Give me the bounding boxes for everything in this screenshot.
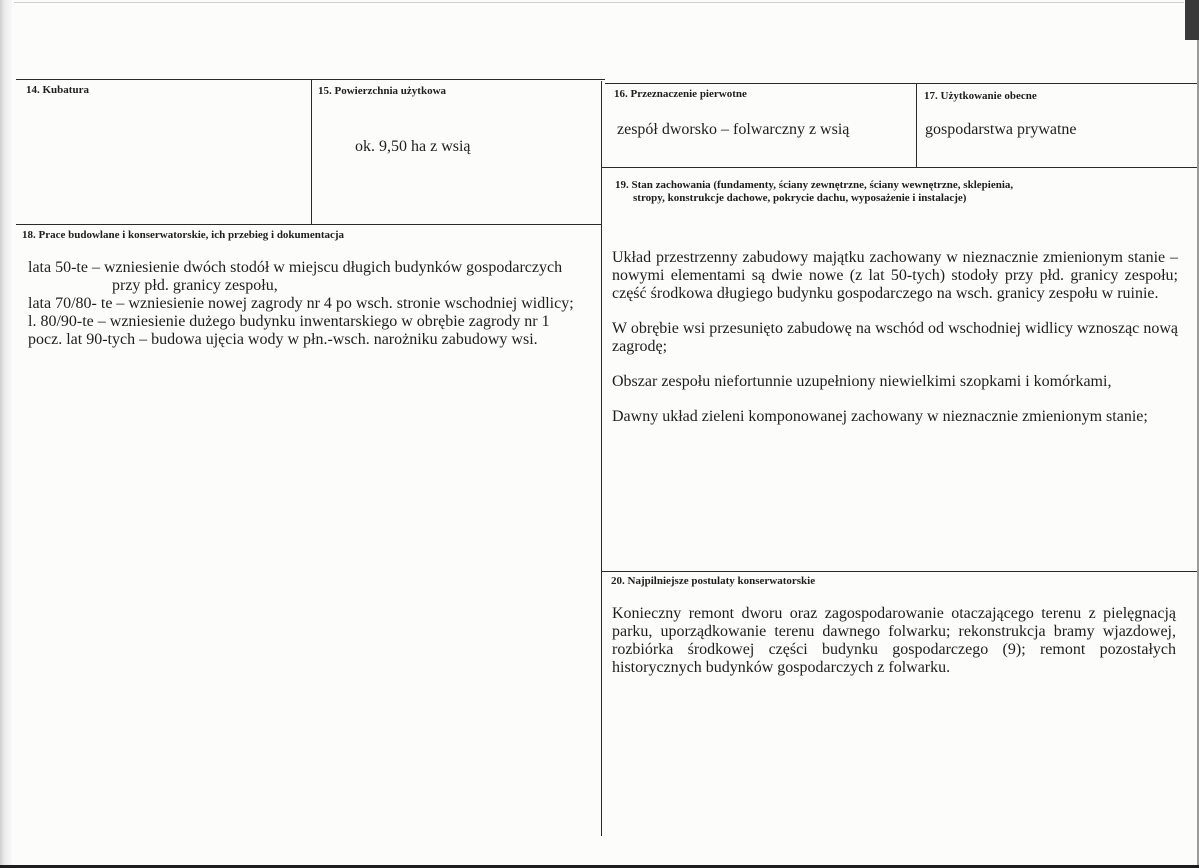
field-19-text: [612, 249, 1178, 443]
divider-16-17: [916, 83, 917, 167]
field-18-entry: lata 70/80- te – wzniesienie nowej zagrody nr 4 po wsch. stronie wschodniej widlicy;: [28, 295, 574, 312]
field-20-label: 20. Najpilniejsze postulaty konserwatorskie: [611, 575, 816, 587]
rule-top-right: [605, 83, 1197, 84]
rule-14-15-bottom: [16, 224, 602, 225]
scan-left-edge: [0, 0, 12, 868]
divider-main-vertical: [601, 81, 602, 836]
field-20-text: [612, 605, 1176, 694]
field-19-paragraph: Obszar zespołu niefortunnie uzupełniony niewielkimi szopkami i komórkami,: [612, 373, 1112, 390]
rule-16-17-bottom: [602, 167, 1197, 168]
field-18-entry: pocz. lat 90-tych – budowa ujęcia wody w płn.-wsch. narożniku zabudowy wsi.: [28, 331, 538, 348]
field-15-value: ok. 9,50 ha z wsią: [355, 138, 471, 155]
field-18-entries: [28, 259, 593, 349]
field-17-label: 17. Użytkowanie obecne: [924, 90, 1037, 102]
field-19-paragraph: W obrębie wsi przesunięto zabudowę na wschód od wschodniej widlicy wznosząc nową zagrodę;: [612, 320, 1178, 355]
rule-19-20: [602, 571, 1197, 572]
scan-top-edge: [14, 2, 1184, 3]
field-16-label: 16. Przeznaczenie pierwotne: [614, 88, 747, 100]
field-17-value: gospodarstwa prywatne: [925, 121, 1077, 138]
field-16-value: zespół dworsko – folwarczny z wsią: [617, 121, 850, 138]
field-19-label-line-1: 19. Stan zachowania (fundamenty, ściany zewnętrzne, ściany wewnętrzne, sklepienia,: [615, 179, 1014, 191]
field-20-paragraph: Konieczny remont dworu oraz zagospodarowanie otaczającego terenu z pielęgnacją parku, uporządkowanie terenu dawnego folwarku; rekonstrukcja bramy wjazdowej, rozbiórka środkowej części budynku gospodarczego (9); remont pozostałych historycznych budynków gospodarczych z folwarku.: [612, 605, 1176, 676]
field-14-label: 14. Kubatura: [26, 84, 89, 96]
field-18-entry: l. 80/90-te – wzniesienie dużego budynku inwentarskiego w obrębie zagrody nr 1: [28, 313, 550, 330]
divider-14-15: [311, 79, 312, 225]
field-19-paragraph: Dawny układ zieleni komponowanej zachowany w nieznacznie zmienionym stanie;: [612, 408, 1148, 425]
field-19-label: [615, 179, 1185, 205]
field-18-entry: lata 50-te – wzniesienie dwóch stodół w miejscu długich budynków gospodarczych przy płd. granicy zespołu,: [28, 259, 563, 294]
scan-corner-shadow: [1185, 0, 1199, 40]
field-18-label: 18. Prace budowlane i konserwatorskie, ich przebieg i dokumentacja: [22, 229, 345, 241]
field-19-label-line-2: stropy, konstrukcje dachowe, pokrycie dachu, wyposażenie i instalacje): [633, 192, 967, 204]
field-15-label: 15. Powierzchnia użytkowa: [318, 85, 447, 97]
field-19-paragraph: Układ przestrzenny zabudowy majątku zachowany w nieznacznie zmienionym stanie – nowymi elementami są dwie nowe (z lat 50-tych) stodoły przy płd. granicy zespołu; część środkowa długiego budynku gospodarczego na wsch. granicy zespołu w ruinie.: [612, 249, 1178, 302]
